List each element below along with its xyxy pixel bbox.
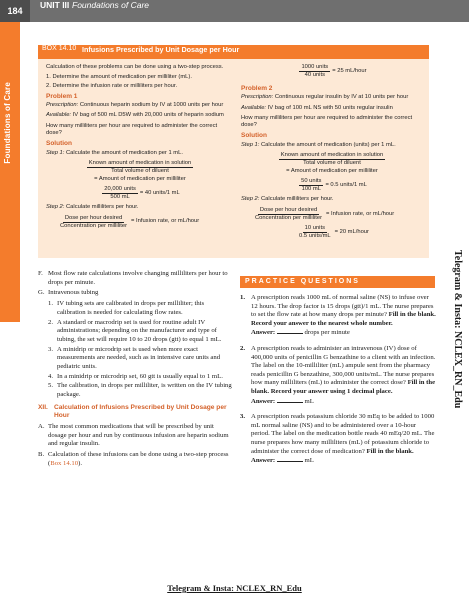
problem-1-prescription: Prescription: Continuous heparin sodium by IV at 1000 units per hour (46, 102, 224, 109)
box-step-2: 2. Determine the infusion rate or milliliters per hour. (46, 82, 178, 89)
list-item: 2. A standard or macrodrip set is used for routine adult IV administrations; depending on the manufacturer and type of tubing, the set will require 10 to 20 drops (gtt) to equal 1 mL. (48, 318, 222, 343)
practice-question-2: 2. A prescription reads to administer an intravenous (IV) dose of 400,000 units of penicillin G benzathine to a client with an infection. The label on the 10-milliliter (mL) ampule sent from the pharmacy reads penicillin G benzathine, 300,000 units/mL. The nurse prepares how many milliliters (mL) to administer the correct dose? Fill in the blank. Record your answer using 1 decimal place. Answer: mL (240, 344, 436, 405)
problem-1-formula-2: $\frac{\text{20,000 units}}{500 mL}$ = 40 units/1 mL (104, 186, 180, 201)
box-right-column (241, 64, 423, 243)
problem-2-formula-2: $\frac{\text{50 units}}{100 mL}$ = 0.5 units/1 mL (301, 178, 367, 193)
list-item: 4. In a minidrip or microdrip set, 60 gtt is usually equal to 1 mL. (48, 372, 223, 380)
unit-label: UNIT III (40, 0, 70, 10)
problem-1-question: How many milliliters per hour are required to administer the correct dose? (46, 122, 218, 137)
list-item: 5. The calibration, in drops per milliliter, is written on the IV tubing package. (48, 382, 232, 399)
problem-2-formula-4: $\frac{\text{10 units}}{\text{0.5 units/mL}}$ = 20 mL/hour (299, 224, 369, 239)
problem-1-formula-1-result: = Amount of medication per milliliter (94, 175, 186, 182)
unit-title: Foundations of Care (72, 0, 150, 10)
problem-1-solution-heading: Solution (46, 140, 72, 148)
box-step-1: 1. Determine the amount of medication per milliliter (mL). (46, 74, 192, 81)
problem-2-step-2: Step 2: Calculate milliliters per hour. (241, 196, 334, 203)
problem-2-prescription: Prescription: Continuous regular insulin by IV at 10 units per hour (241, 94, 409, 101)
problem-2-formula-1: $\frac{\text{Known amount of medication in solution}}{\text{Total volume of diluent}}$ (280, 152, 384, 167)
problem-2-heading: Problem 2 (241, 85, 273, 92)
section-side-tab (0, 22, 20, 322)
box-intro: Calculation of these problems can be done using a two-step process. (46, 64, 224, 70)
box-header (38, 45, 429, 59)
box-label: BOX 14.10 (42, 45, 77, 52)
problem-2-question: How many milliliters per hour are required to administer the correct dose? (241, 114, 413, 129)
page-number: 184 (0, 0, 30, 22)
outline-item-a: A. The most common medications that will be prescribed by unit dosage per hour and run by continuous infusion are heparin sodium and regular insulin. (38, 422, 229, 448)
list-item: 1. IV tubing sets are calibrated in drops per milliliter; this calibration is needed for calculating flow rates. (48, 300, 205, 316)
practice-question-3: 3. A prescription reads potassium chloride 30 mEq to be added to 1000 mL normal saline (NS) and to be administered over a 10-hour period. The label on the medication bottle reads 40 mEq/20 mL. The nurse prepares how many milliliters (mL) of potassium chloride to administer the correct dose of medication? Fill in the blank. Answer: mL (240, 413, 435, 465)
problem-1-formula-1: $\frac{\text{Known amount of medication in solution}}{\text{Total volume of diluent}}$ (88, 159, 192, 174)
practice-questions-heading: PRACTICE QUESTIONS (240, 276, 435, 288)
problem-2-available: Available: IV bag of 100 mL NS with 50 units regular insulin (241, 104, 393, 111)
running-header (0, 0, 469, 22)
problem-2-formula-3: $\frac{\text{Dose per hour desired}}{\text{Concentration per milliliter}}$ = Infusion rate, or mL/hour (255, 206, 395, 221)
box-reference-link[interactable]: Box 14.10 (50, 459, 79, 467)
answer-blank[interactable] (277, 397, 303, 403)
box-14-10 (38, 45, 429, 258)
section-xii-heading: XII. Calculation of Infusions Prescribed by Unit Dosage per Hour (38, 403, 227, 420)
answer-blank[interactable] (277, 328, 303, 334)
problem-2-solution-heading: Solution (241, 132, 267, 140)
outline-g-sublist (38, 300, 233, 400)
list-item: 3. A minidrip or microdrip set is used when more exact measurements are needed, such as in intensive care units and pediatric units. (48, 345, 221, 371)
problem-2-formula-1-result: = Amount of medication per milliliter (286, 168, 378, 175)
outline-item-f: F. Most flow rate calculations involve changing milliliters per hour to drops per minute. (38, 270, 228, 286)
problem-1-heading: Problem 1 (46, 92, 78, 100)
box-title: Infusions Prescribed by Unit Dosage per Hour (82, 45, 240, 54)
problem-1-available: Available: IV bag of 500 mL D5W with 20,000 units of heparin sodium (46, 112, 224, 119)
problem-1-step-2: Step 2: Calculate milliliters per hour. (46, 204, 139, 211)
problem-1-formula-3: $\frac{\text{Dose per hour desired}}{\text{Concentration per milliliter}}$ = Infusion rate, or mL/hour (60, 214, 200, 229)
practice-question-1: 1. A prescription reads 1000 mL of normal saline (NS) to infuse over 12 hours. The drop factor is 15 drops (gtt)/1 mL. The nurse prepares to set the flow rate at how many drops per minute? Fill in the blank. Record your answer to the nearest whole number. Answer: drops per minute (240, 294, 436, 337)
bottom-watermark: Telegram & Insta: NCLEX_RN_Edu (167, 583, 302, 593)
outline-item-b: B. Calculation of these infusions can be done using a two-step process (Box 14.10). (38, 450, 229, 467)
box-left-column (46, 64, 234, 233)
side-watermark: Telegram & Insta: NCLEX_RN_Edu (452, 250, 463, 409)
practice-questions (240, 294, 436, 473)
outline-item-g: G. Intravenous tubing (38, 289, 99, 297)
problem-1-step-1: Step 1: Calculate the amount of medication per 1 mL. (46, 149, 183, 156)
side-tab-label: Foundations of Care (3, 82, 12, 164)
problem-1-formula-4: $\frac{\text{1000 units}}{\text{40 units}}$ = 25 mL/hour (301, 64, 367, 78)
main-text-column (38, 270, 233, 470)
problem-2-step-1: Step 1: Calculate the amount of medication (units) per 1 mL. (241, 141, 396, 148)
answer-blank[interactable] (277, 456, 303, 462)
